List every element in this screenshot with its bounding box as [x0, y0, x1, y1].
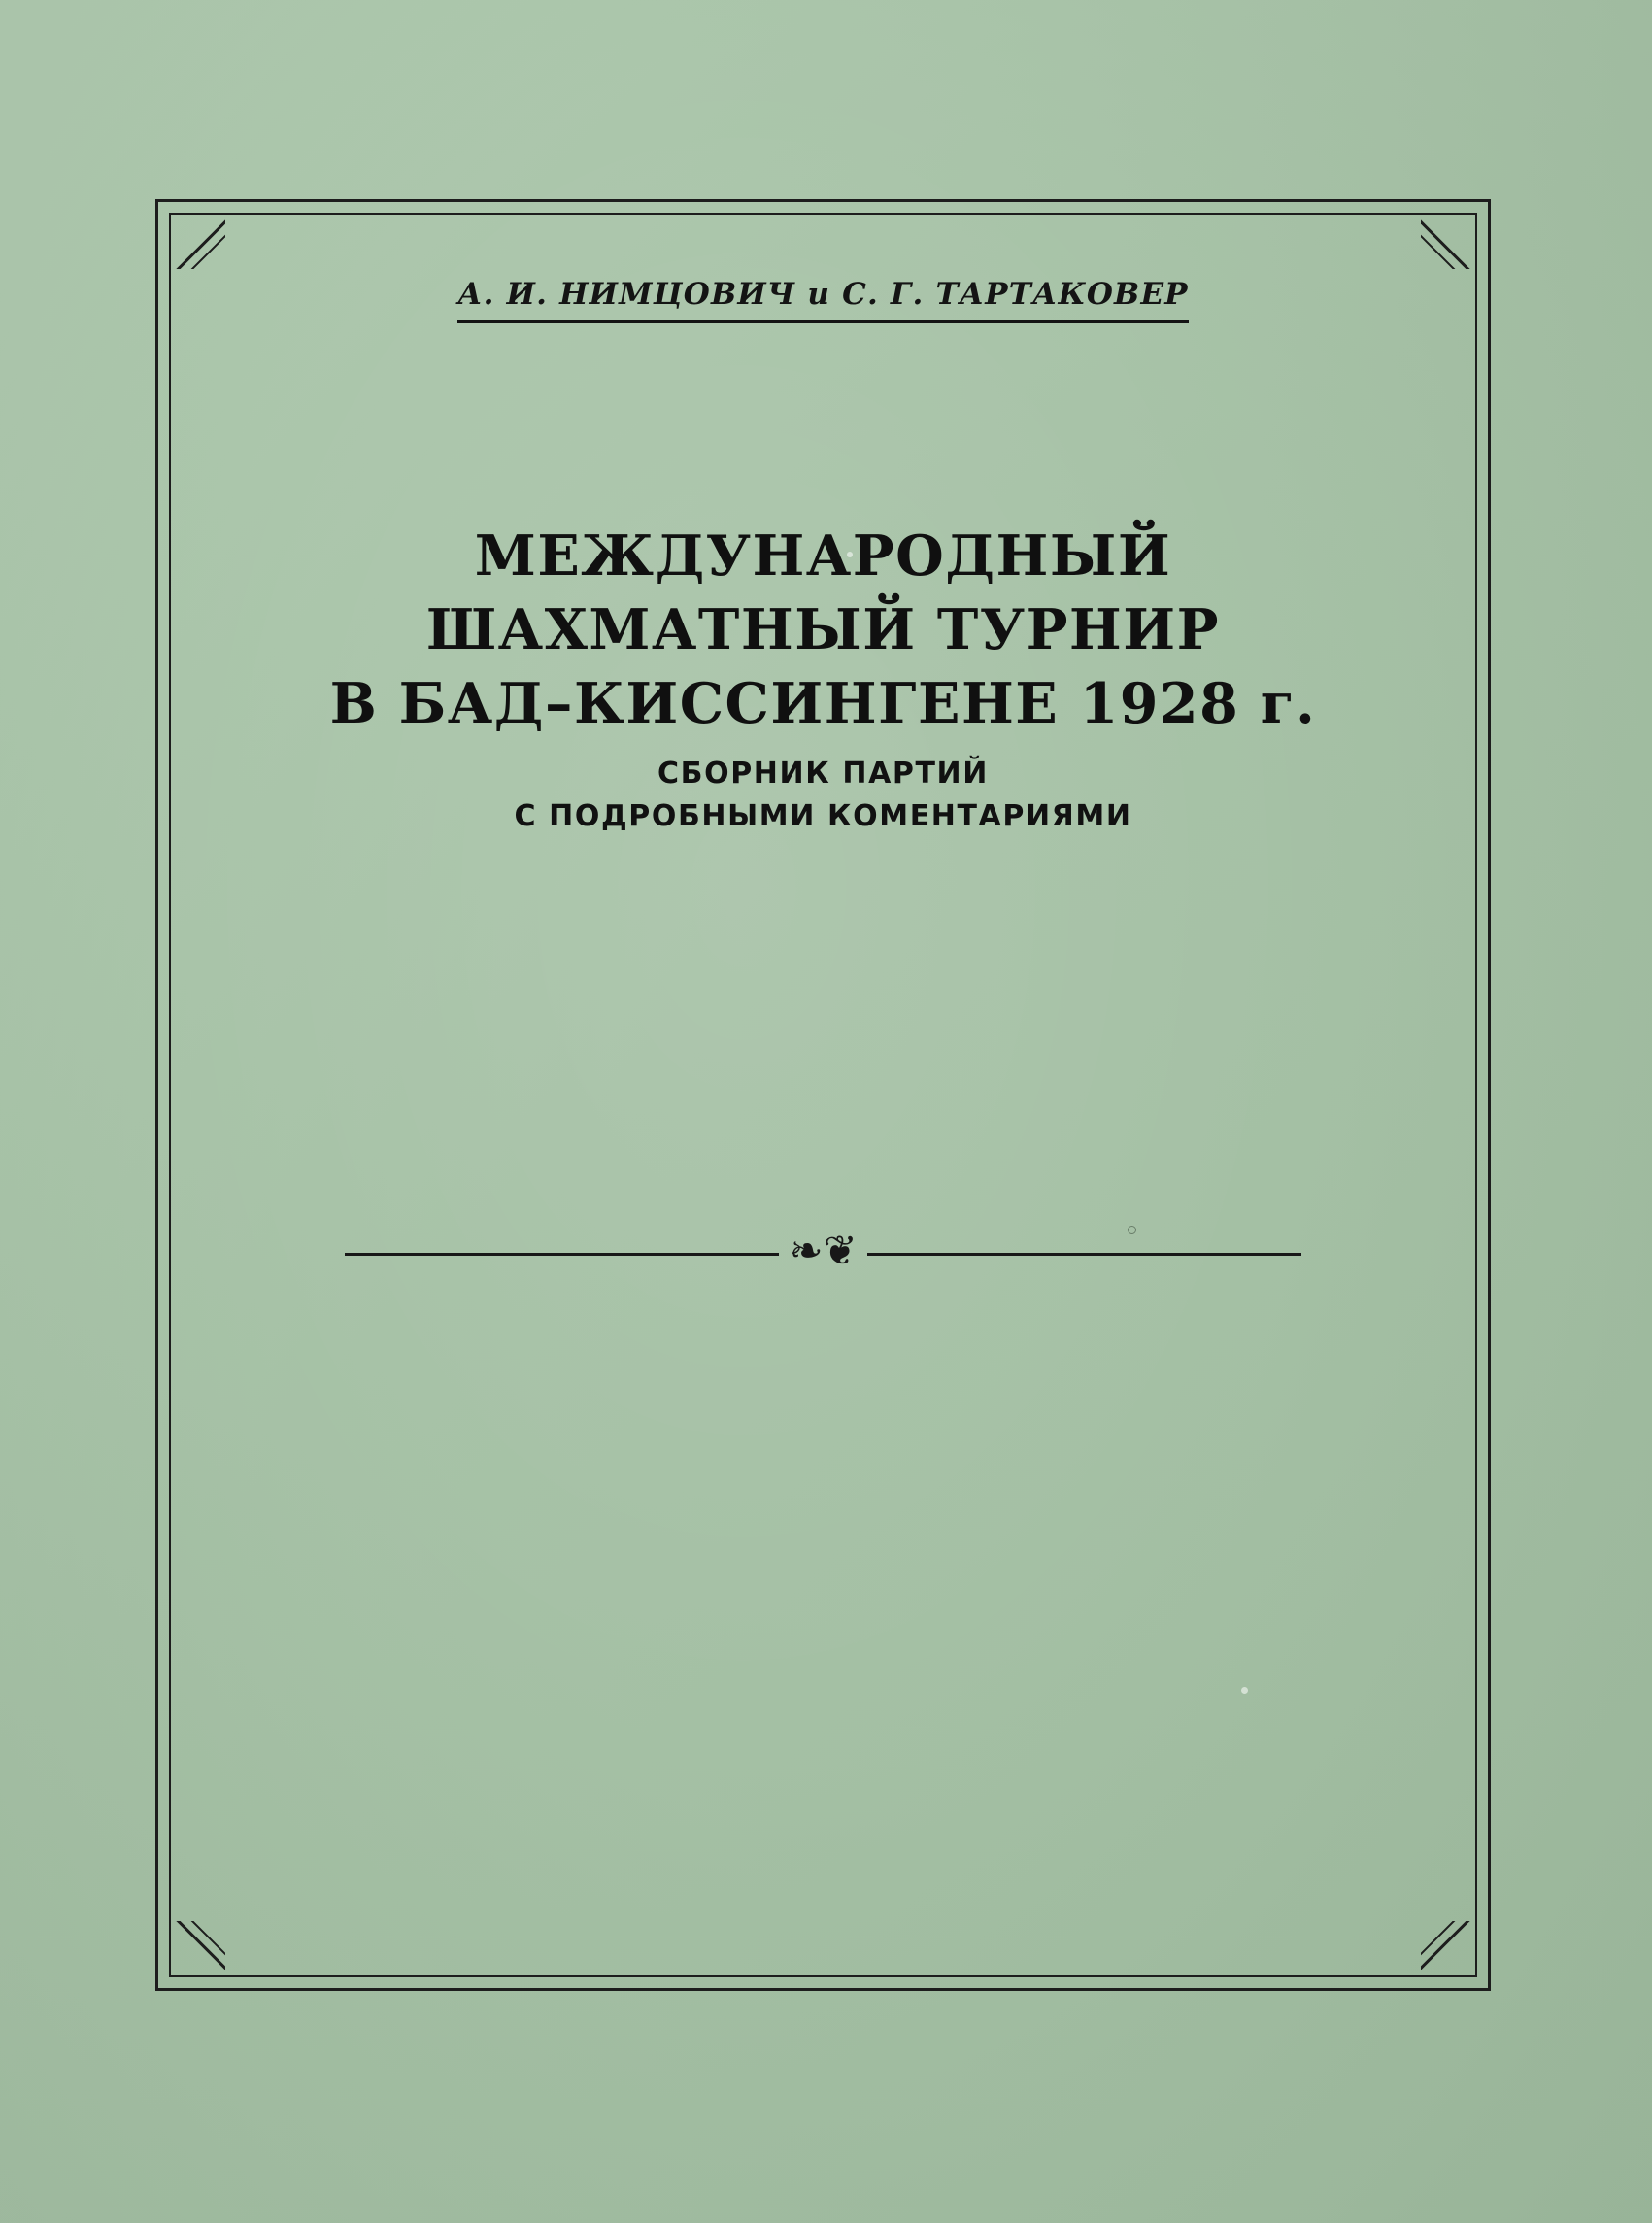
book-subtitle [155, 753, 1491, 839]
frame-corner-bottom-right [1421, 1921, 1493, 1993]
book-title [155, 520, 1491, 740]
ornament-flourish-icon: ❧❦ [789, 1227, 858, 1274]
authors-block [155, 277, 1491, 323]
title-line-3: В БАД–КИССИНГЕНЕ 1928 г. [329, 670, 1317, 736]
subtitle-line-1: СБОРНИК ПАРТИЙ [657, 757, 989, 791]
frame-corner-top-right [1421, 197, 1493, 269]
subtitle-line-2: С ПОДРОБНЫМИ КОМЕНТАРИЯМИ [514, 799, 1132, 834]
title-line-2: ШАХМАТНЫЙ ТУРНИР [425, 596, 1221, 662]
frame-corner-bottom-left [153, 1921, 225, 1993]
frame-corner-top-left [153, 197, 225, 269]
frame-inner-border [169, 213, 1477, 1977]
ornament-rule-right [867, 1253, 1301, 1256]
title-line-1: МЕЖДУНАРОДНЫЙ [474, 523, 1172, 589]
decorative-frame [155, 199, 1491, 1991]
ornament-divider [345, 1227, 1301, 1274]
paper-speck [1128, 1226, 1136, 1234]
authors-text: А. И. НИМЦОВИЧ и С. Г. ТАРТАКОВЕР [457, 277, 1189, 323]
ornament-rule-left [345, 1253, 779, 1256]
